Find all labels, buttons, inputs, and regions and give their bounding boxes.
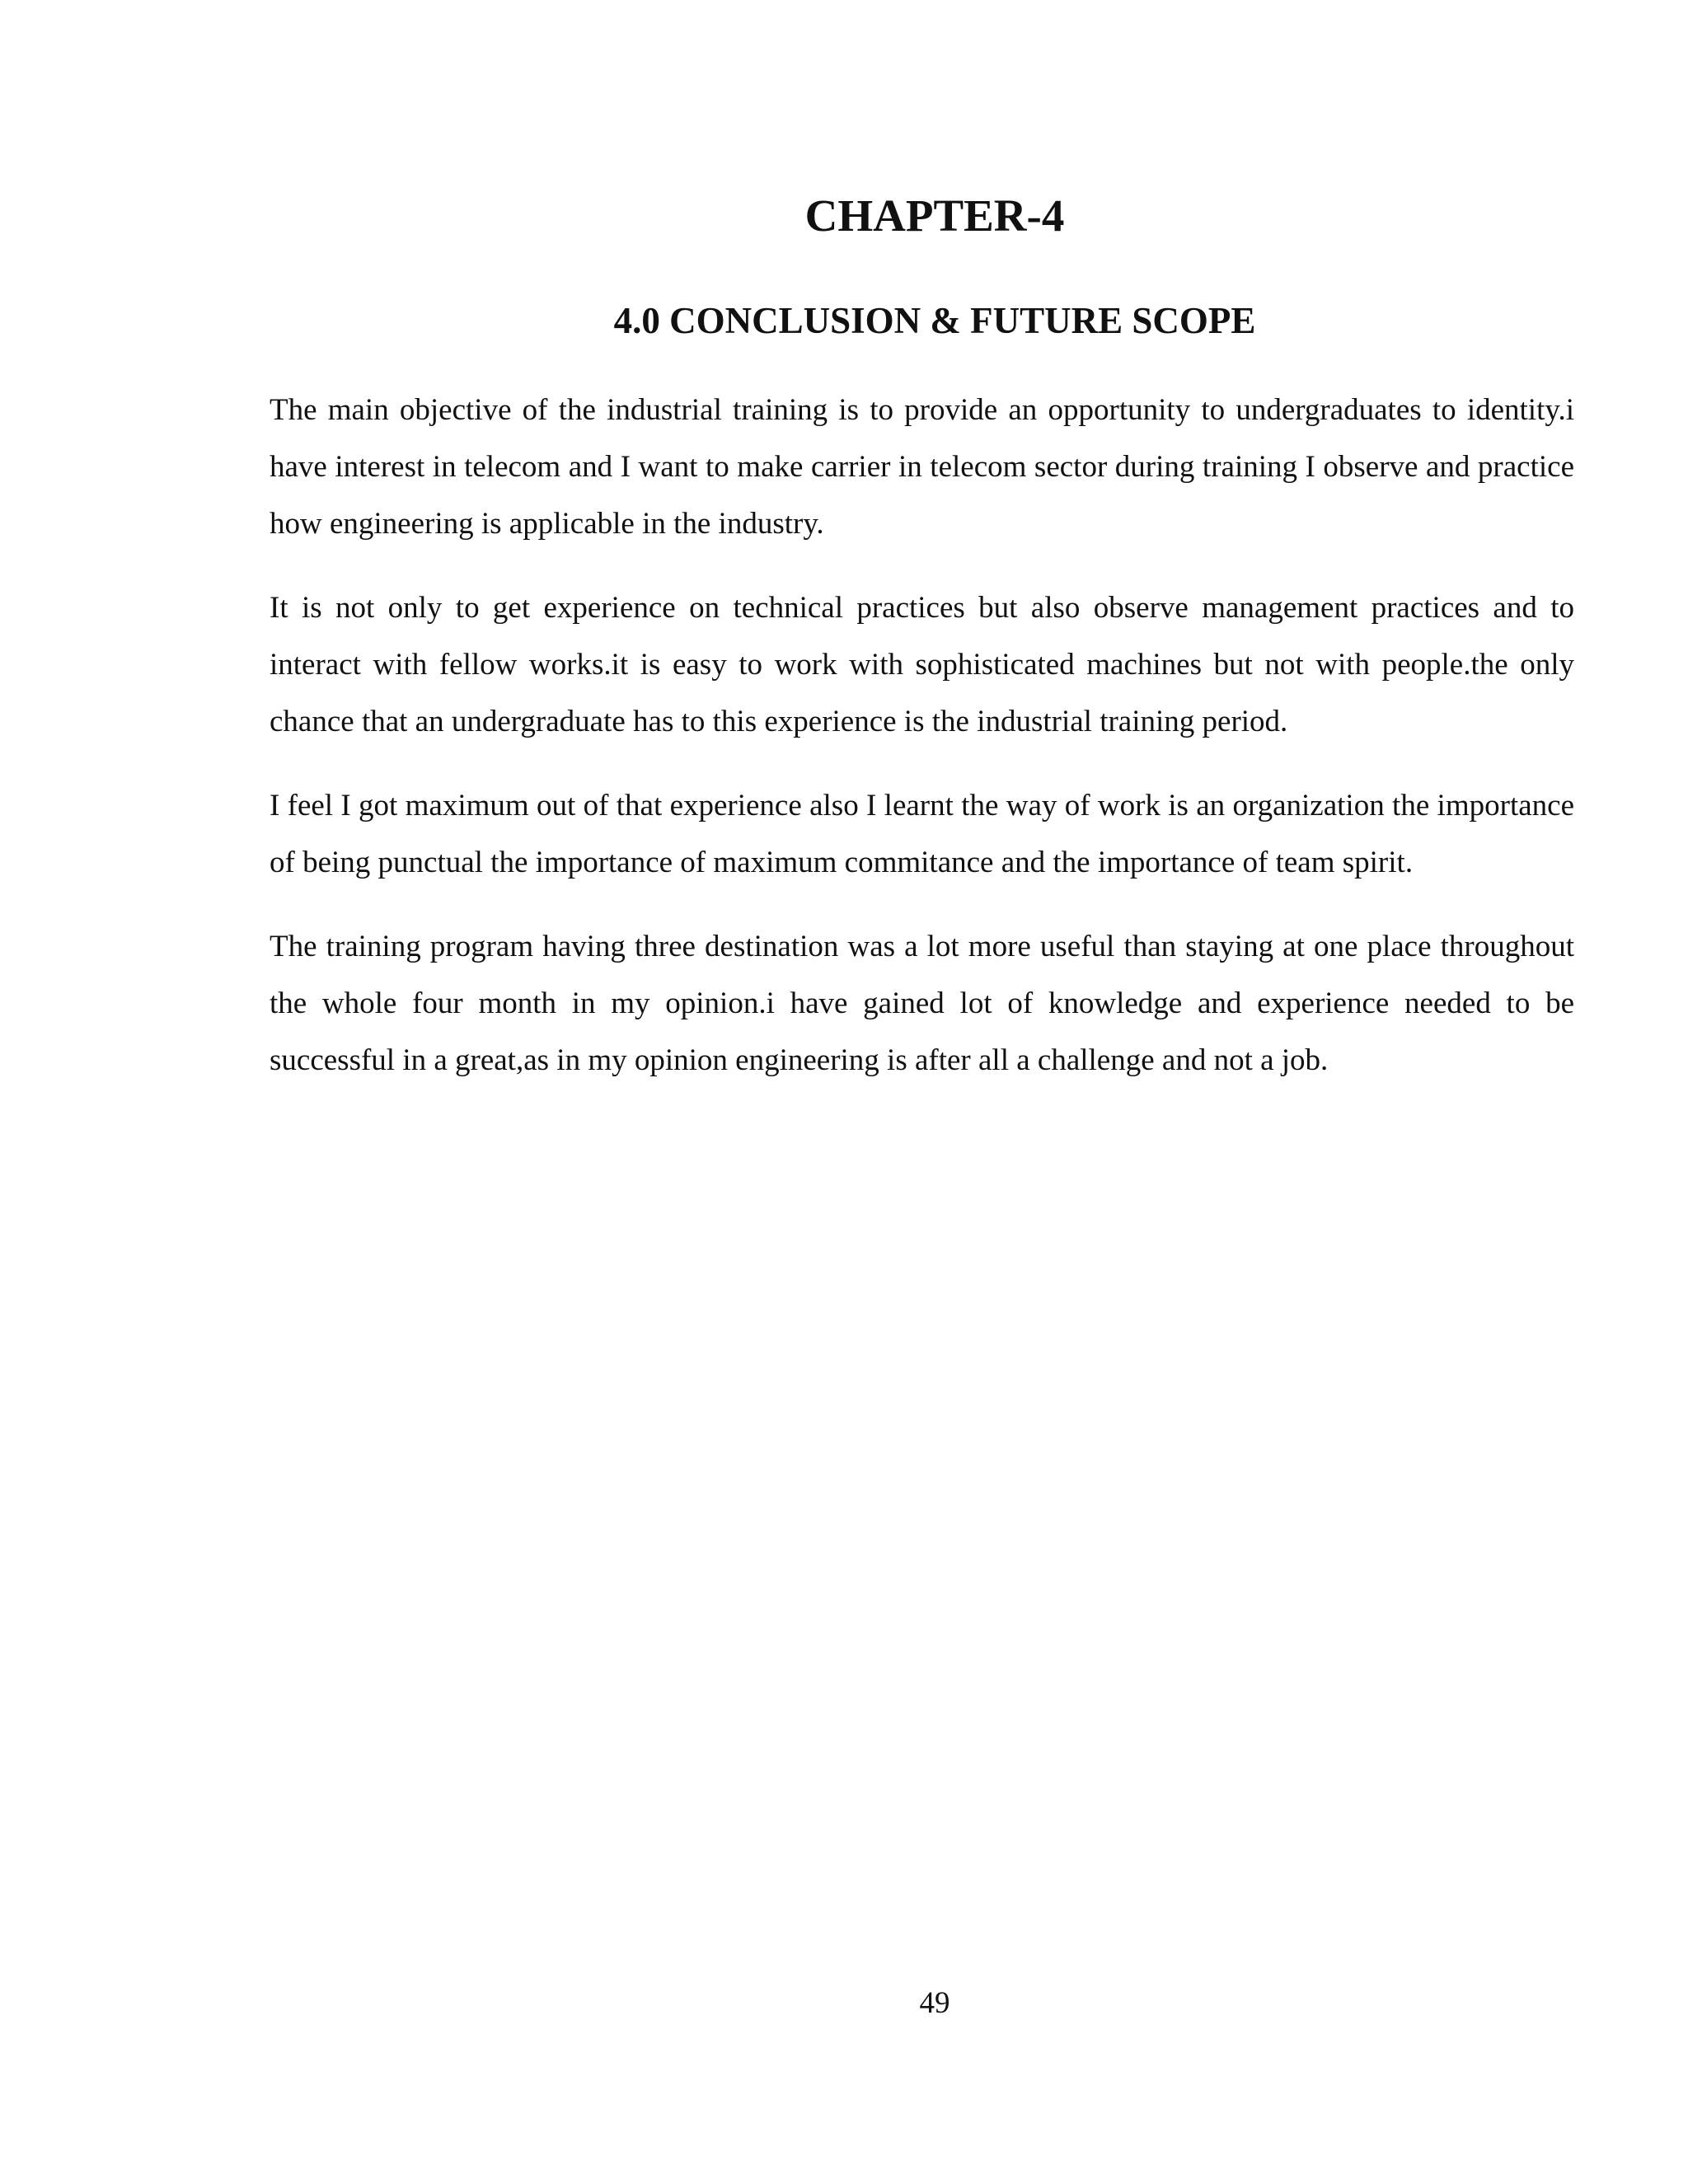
section-heading: 4.0 CONCLUSION & FUTURE SCOPE (613, 300, 1256, 341)
body-text (270, 382, 1574, 1116)
chapter-heading: CHAPTER-4 (804, 190, 1065, 241)
paragraph-experience: It is not only to get experience on technical practices but also observe management practices and to interact with fellow works.it is easy to work with sophisticated machines but not with people.the only chance that an undergraduate has to this experience is the industrial training period. (270, 591, 1574, 738)
paragraph-program: The training program having three destination was a lot more useful than staying at one place throughout the whole four month in my opinion.i have gained lot of knowledge and experience needed to be successful in a great,as in my opinion engineering is after all a challenge and not a job. (270, 930, 1574, 1077)
paragraph-learning: I feel I got maximum out of that experience also I learnt the way of work is an organization the importance of being punctual the importance of maximum commitance and the importance of team spirit. (270, 789, 1574, 879)
page-number: 49 (919, 1986, 950, 2020)
paragraph-objective: The main objective of the industrial training is to provide an opportunity to undergraduates to identity.i have interest in telecom and I want to make carrier in telecom sector during training I observe and practice how engineering is applicable in the industry. (270, 393, 1574, 541)
